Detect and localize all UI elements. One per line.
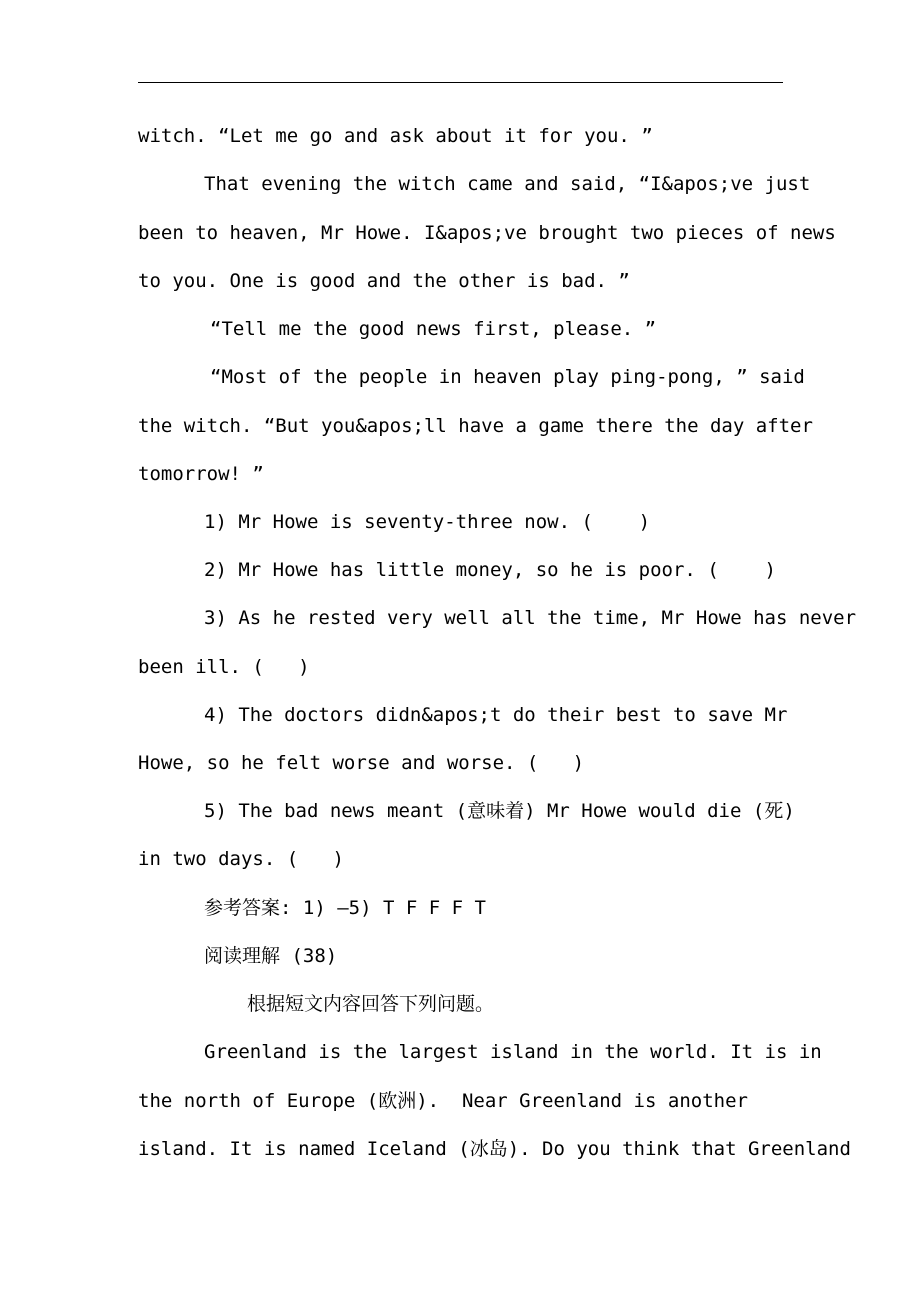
question-5: 5) The bad news meant (意味着) Mr Howe would die (死) <box>204 800 795 822</box>
answer-key: 参考答案: 1) —5) T F F F T <box>204 897 486 919</box>
text-line: the north of Europe (欧洲). Near Greenland is another <box>138 1090 748 1112</box>
instructions: 根据短文内容回答下列问题。 <box>247 993 495 1015</box>
text-line: “Most of the people in heaven play ping-pong, ” said <box>210 366 805 388</box>
text-line: to you. One is good and the other is bad. ” <box>138 270 630 292</box>
text-line: island. It is named Iceland (冰岛). Do you think that Greenland <box>138 1138 851 1160</box>
text-line: Greenland is the largest island in the world. It is in <box>204 1041 822 1063</box>
question-3-cont: been ill. ( ) <box>138 656 310 678</box>
section-heading: 阅读理解 (38) <box>204 945 338 967</box>
text-line: tomorrow! ” <box>138 463 264 485</box>
question-4-cont: Howe, so he felt worse and worse. ( ) <box>138 752 585 774</box>
text-line: been to heaven, Mr Howe. I&apos;ve brought two pieces of news <box>138 222 836 244</box>
question-1: 1) Mr Howe is seventy-three now. ( ) <box>204 511 651 533</box>
text-line: “Tell me the good news first, please. ” <box>210 318 657 340</box>
header-rule <box>138 82 783 83</box>
question-2: 2) Mr Howe has little money, so he is poor. ( ) <box>204 559 776 581</box>
text-line: the witch. “But you&apos;ll have a game there the day after <box>138 415 813 437</box>
text-line: witch. “Let me go and ask about it for you. ” <box>138 125 653 147</box>
question-3: 3) As he rested very well all the time, Mr Howe has never <box>204 607 857 629</box>
question-5-cont: in two days. ( ) <box>138 848 344 870</box>
question-4: 4) The doctors didn&apos;t do their best to save Mr <box>204 704 788 726</box>
text-line: That evening the witch came and said, “I&apos;ve just <box>204 173 811 195</box>
